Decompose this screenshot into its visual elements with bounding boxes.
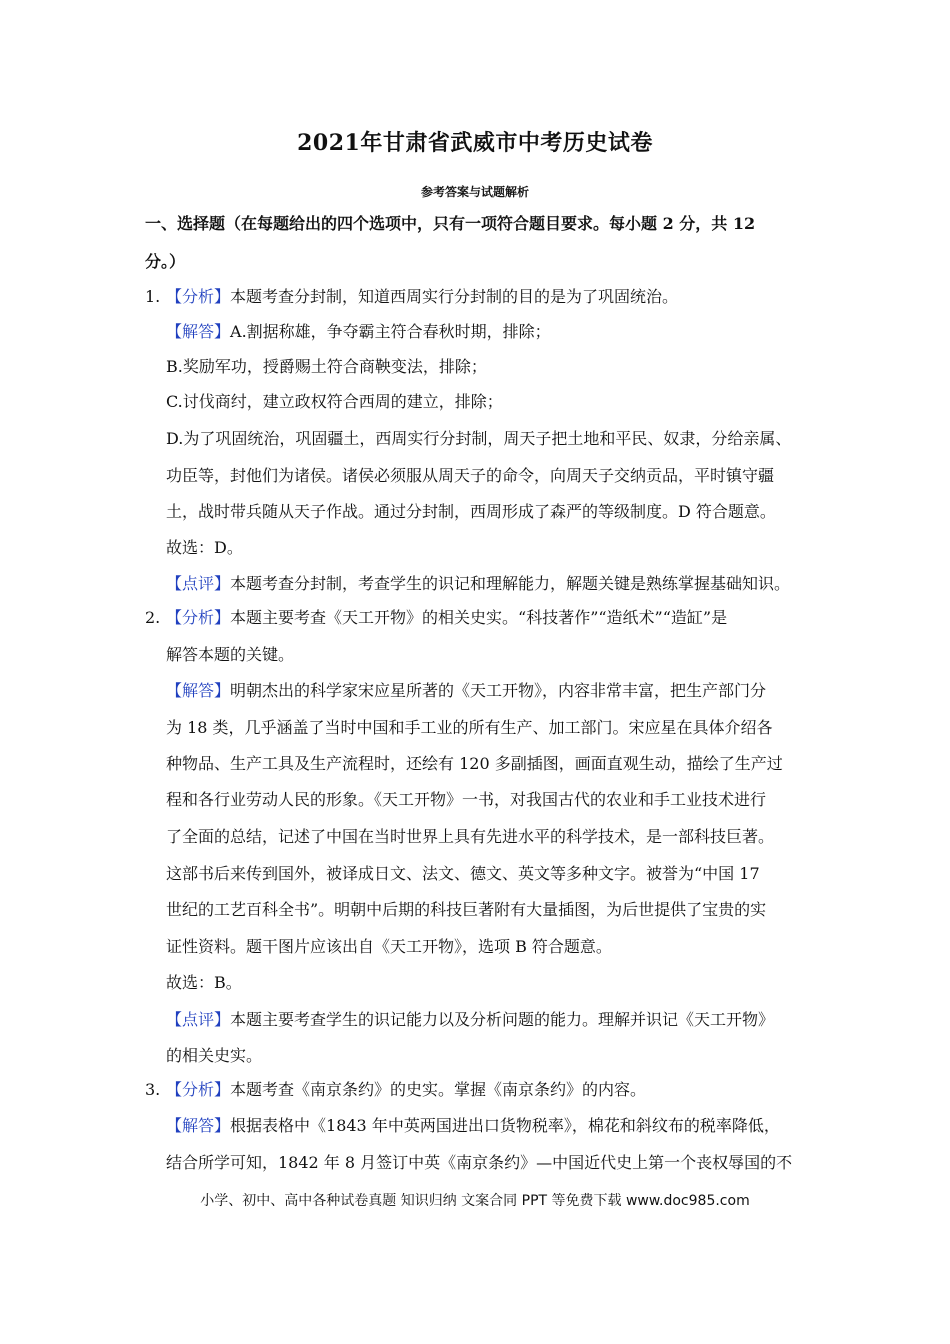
q1-answer-line5: 功臣等，封他们为诸侯。诸侯必须服从周天子的命令，向周天子交纳贡品，平时镇守疆 — [166, 466, 775, 485]
q3-analysis — [166, 1078, 646, 1102]
question-number-3: 3. — [145, 1080, 161, 1099]
q1-analysis — [166, 285, 678, 309]
analysis-tag: 【分析】 — [166, 287, 231, 306]
q2-comment-text: 本题主要考查学生的识记能力以及分析问题的能力。理解并识记《天工开物》 — [230, 1010, 775, 1029]
q2-answer-line6: 这部书后来传到国外，被译成日文、法文、德文、英文等多种文字。被誉为“中国 17 — [166, 864, 760, 883]
section-heading-line1: 一、选择题（在每题给出的四个选项中，只有一项符合题目要求。每小题 2 分，共 12 — [145, 214, 756, 233]
page-title: 2021年甘肃省武威市中考历史试卷 — [297, 130, 653, 156]
q1-comment — [166, 572, 790, 596]
q1-choice: 故选：D。 — [166, 538, 243, 557]
page-footer: 小学、初中、高中各种试卷真题 知识归纳 文案合同 PPT 等免费下载 www.doc985.com — [200, 1193, 750, 1209]
q2-answer-line7: 世纪的工艺百科全书”。明朝中后期的科技巨著附有大量插图，为后世提供了宝贵的实 — [166, 900, 767, 919]
q2-answer-line5: 了全面的总结，记述了中国在当时世界上具有先进水平的科学技术，是一部科技巨著。 — [166, 827, 775, 846]
q1-answer-line3: C.讨伐商纣，建立政权符合西周的建立，排除； — [166, 392, 503, 411]
answer-tag: 【解答】 — [166, 681, 231, 700]
q1-answer — [166, 320, 551, 344]
answer-tag: 【解答】 — [166, 1116, 231, 1135]
question-number-1: 1. — [145, 287, 161, 306]
q1-answer-line2: B.奖励军功，授爵赐土符合商鞅变法，排除； — [166, 357, 487, 376]
q1-analysis-text: 本题考查分封制，知道西周实行分封制的目的是为了巩固统治。 — [230, 287, 679, 306]
q2-answer-line2: 为 18 类，几乎涵盖了当时中国和手工业的所有生产、加工部门。宋应星在具体介绍各 — [166, 718, 773, 737]
q2-answer-line4: 程和各行业劳动人民的形象。《天工开物》一书，对我国古代的农业和手工业技术进行 — [166, 790, 767, 809]
q2-choice: 故选：B。 — [166, 973, 242, 992]
q1-answer-line4: D.为了巩固统治，巩固疆土，西周实行分封制，周天子把土地和平民、奴隶，分给亲属、 — [166, 429, 792, 448]
analysis-tag: 【分析】 — [166, 1080, 231, 1099]
q2-comment — [166, 1008, 774, 1032]
q3-answer-line2: 结合所学可知，1842 年 8 月签订中英《南京条约》—中国近代史上第一个丧权辱国的不 — [166, 1153, 793, 1172]
q2-analysis-line2: 解答本题的关键。 — [166, 645, 295, 664]
q3-answer-text: 根据表格中《1843 年中英两国进出口货物税率》，棉花和斜纹布的税率降低， — [230, 1116, 780, 1135]
section-heading-line2: 分。） — [145, 252, 186, 271]
q2-answer-line8: 证性资料。题干图片应该出自《天工开物》，选项 B 符合题意。 — [166, 937, 612, 956]
q3-analysis-text: 本题考查《南京条约》的史实。掌握《南京条约》的内容。 — [230, 1080, 647, 1099]
q1-answer-line6: 土，战时带兵随从天子作战。通过分封制，西周形成了森严的等级制度。D 符合题意。 — [166, 502, 776, 521]
comment-tag: 【点评】 — [166, 1010, 231, 1029]
q1-answer-text: A.割据称雄，争夺霸主符合春秋时期，排除； — [230, 322, 551, 341]
q2-answer-text: 明朝杰出的科学家宋应星所著的《天工开物》，内容非常丰富，把生产部门分 — [230, 681, 767, 700]
q2-analysis-text: 本题主要考查《天工开物》的相关史实。“科技著作”“造纸术”“造缸”是 — [230, 608, 728, 627]
q2-analysis — [166, 606, 727, 630]
q2-answer-line3: 种物品、生产工具及生产流程时，还绘有 120 多副插图，画面直观生动，描绘了生产过 — [166, 754, 783, 773]
question-number-2: 2. — [145, 608, 161, 627]
analysis-tag: 【分析】 — [166, 608, 231, 627]
q2-answer — [166, 679, 766, 703]
answer-tag: 【解答】 — [166, 322, 231, 341]
q1-comment-text: 本题考查分封制，考查学生的识记和理解能力，解题关键是熟练掌握基础知识。 — [230, 574, 791, 593]
comment-tag: 【点评】 — [166, 574, 231, 593]
q2-comment-line2: 的相关史实。 — [166, 1046, 263, 1065]
page-subtitle: 参考答案与试题解析 — [420, 185, 529, 199]
q3-answer — [166, 1114, 780, 1138]
